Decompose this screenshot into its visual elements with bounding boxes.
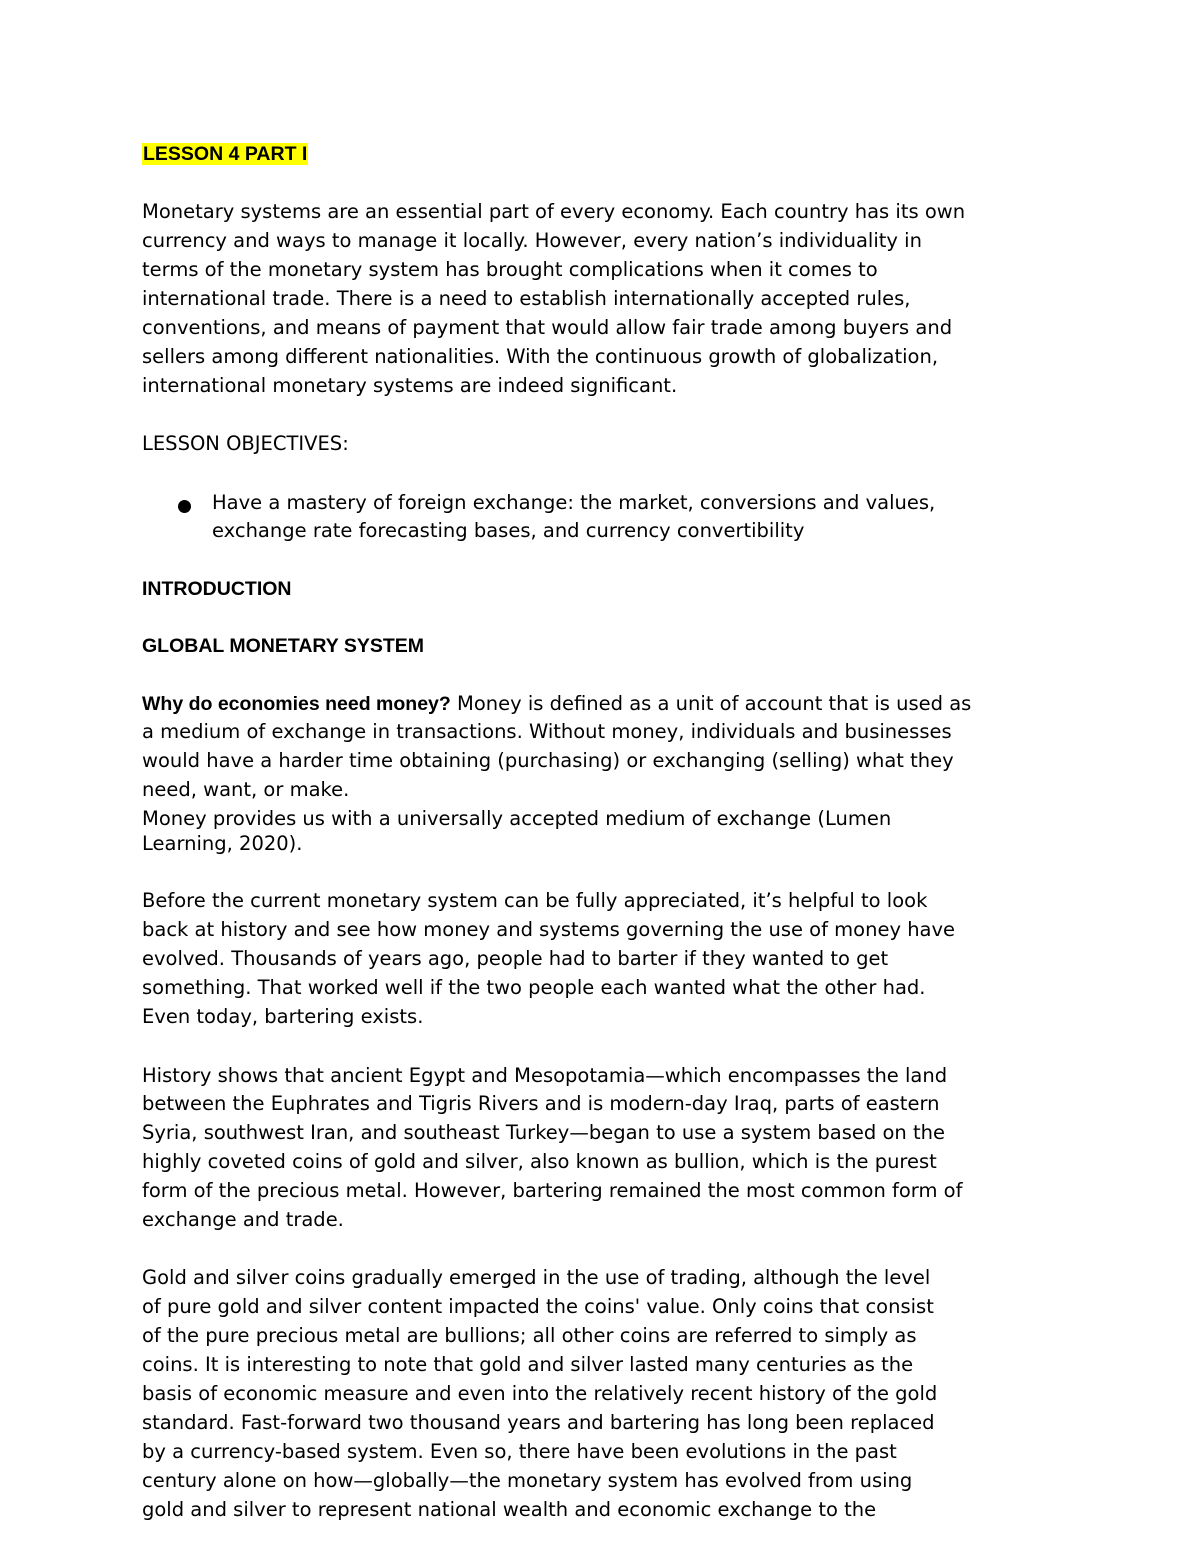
paragraph-line: would have a harder time obtaining (purchasing) or exchanging (selling) what they (142, 749, 954, 772)
section-heading: GLOBAL MONETARY SYSTEM (142, 635, 425, 657)
paragraph-line: gold and silver to represent national wealth and economic exchange to the (142, 1498, 877, 1521)
paragraph-line: Syria, southwest Iran, and southeast Turkey—began to use a system based on the (142, 1121, 945, 1144)
paragraph-line: form of the precious metal. However, bartering remained the most common form of (142, 1179, 963, 1202)
paragraph-line: back at history and see how money and systems governing the use of money have (142, 918, 956, 941)
paragraph-line: century alone on how—globally—the monetary system has evolved from using (142, 1469, 913, 1492)
paragraph-line: international trade. There is a need to establish internationally accepted rules, (142, 287, 911, 310)
bullet-icon (178, 500, 191, 513)
paragraph-line: between the Euphrates and Tigris Rivers and is modern-day Iraq, parts of eastern (142, 1092, 940, 1115)
paragraph-line: exchange and trade. (142, 1208, 344, 1231)
why-money-lead: Why do economies need money? (142, 693, 451, 715)
paragraph-line: standard. Fast-forward two thousand years and bartering has long been replaced (142, 1411, 935, 1434)
paragraph-line: coins. It is interesting to note that gold and silver lasted many centuries as the (142, 1353, 914, 1376)
paragraph-line: basis of economic measure and even into the relatively recent history of the gold (142, 1382, 938, 1405)
paragraph-line: international monetary systems are indeed significant. (142, 374, 678, 397)
paragraph-line: of the pure precious metal are bullions; all other coins are referred to simply as (142, 1324, 917, 1347)
list-item-line: exchange rate forecasting bases, and currency convertibility (212, 519, 805, 542)
paragraph-line: highly coveted coins of gold and silver, also known as bullion, which is the purest (142, 1150, 937, 1173)
paragraph-line: something. That worked well if the two people each wanted what the other had. (142, 976, 926, 999)
paragraph-line: sellers among different nationalities. With the continuous growth of globalization, (142, 345, 939, 368)
document-page (142, 0, 1067, 1553)
paragraph-line: Even today, bartering exists. (142, 1005, 424, 1028)
introduction-heading: INTRODUCTION (142, 578, 292, 600)
paragraph-line: currency and ways to manage it locally. However, every nation’s individuality in (142, 229, 922, 252)
lesson-title (142, 142, 308, 166)
objectives-heading: LESSON OBJECTIVES: (142, 432, 349, 455)
paragraph-line: History shows that ancient Egypt and Mesopotamia—which encompasses the land (142, 1064, 948, 1087)
paragraph-line: conventions, and means of payment that would allow fair trade among buyers and (142, 316, 953, 339)
lesson-title-text: LESSON 4 PART I (143, 143, 308, 165)
paragraph-line: Before the current monetary system can be fully appreciated, it’s helpful to look (142, 889, 928, 912)
paragraph-line: Money provides us with a universally accepted medium of exchange (Lumen (142, 807, 892, 830)
paragraph-line: terms of the monetary system has brought complications when it comes to (142, 258, 878, 281)
paragraph-line: a medium of exchange in transactions. Without money, individuals and businesses (142, 720, 952, 743)
paragraph-line (142, 692, 971, 716)
paragraph-line: need, want, or make. (142, 778, 350, 801)
paragraph-line: Monetary systems are an essential part of every economy. Each country has its own (142, 200, 966, 223)
paragraph-line: evolved. Thousands of years ago, people had to barter if they wanted to get (142, 947, 889, 970)
paragraph-line: by a currency-based system. Even so, there have been evolutions in the past (142, 1440, 897, 1463)
paragraph-line: Learning, 2020). (142, 832, 303, 855)
why-money-first-line: Money is defined as a unit of account that is used as (450, 692, 972, 715)
paragraph-line: Gold and silver coins gradually emerged in the use of trading, although the level (142, 1266, 931, 1289)
list-item-line: Have a mastery of foreign exchange: the market, conversions and values, (212, 491, 936, 514)
paragraph-line: of pure gold and silver content impacted the coins' value. Only coins that consist (142, 1295, 934, 1318)
